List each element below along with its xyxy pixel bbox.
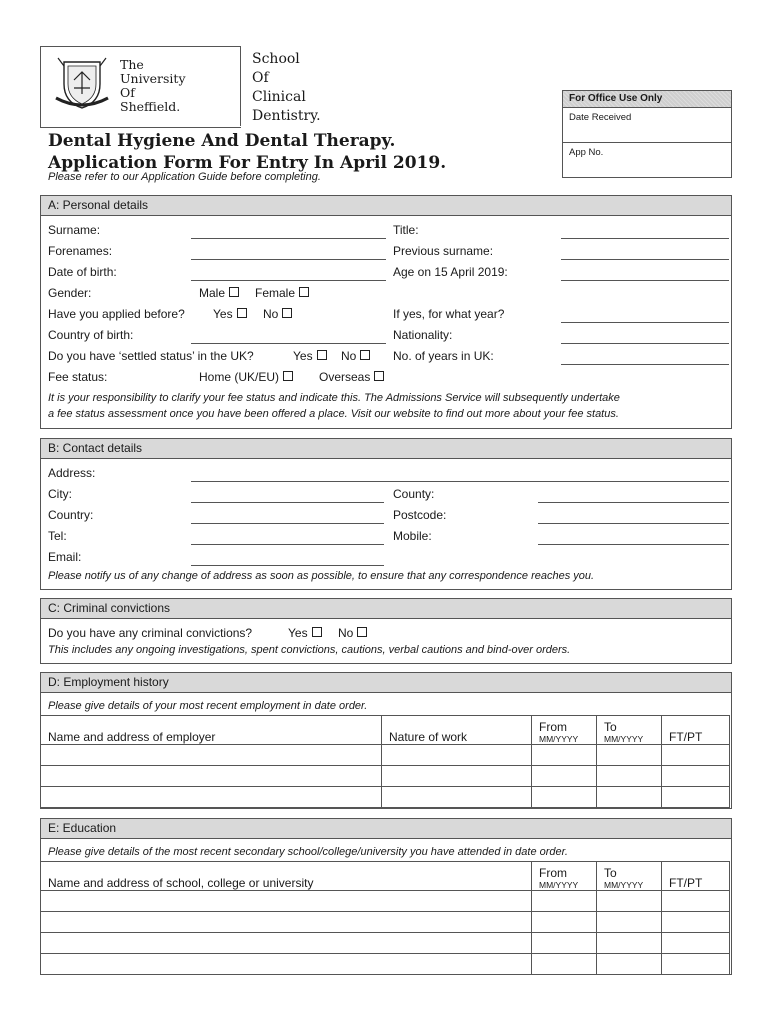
table-cell[interactable] <box>382 745 532 766</box>
header-divider <box>240 46 241 126</box>
table-cell[interactable] <box>41 954 532 975</box>
yes-label: Yes <box>213 307 233 321</box>
employment-table <box>40 715 730 808</box>
university-line: University <box>120 71 186 86</box>
school-line: Dentistry. <box>252 108 321 124</box>
date-format: MM/YYYY <box>604 880 644 890</box>
table-row <box>41 766 730 787</box>
no-label: No <box>263 307 279 321</box>
dob-label: Date of birth: <box>48 265 117 279</box>
office-use-box <box>562 90 732 178</box>
col-from <box>532 862 597 891</box>
table-cell[interactable] <box>662 787 730 808</box>
col-to <box>597 716 662 745</box>
title-label: Title: <box>393 223 419 237</box>
table-cell[interactable] <box>41 745 382 766</box>
city-input[interactable] <box>191 502 384 503</box>
table-cell[interactable] <box>662 954 730 975</box>
previous-surname-label: Previous surname: <box>393 244 494 258</box>
table-cell[interactable] <box>41 912 532 933</box>
date-format: MM/YYYY <box>604 734 644 744</box>
date-format: MM/YYYY <box>539 880 579 890</box>
table-cell[interactable] <box>597 787 662 808</box>
school-line: School <box>252 51 300 67</box>
section-header: B: Contact details <box>41 439 731 459</box>
table-cell[interactable] <box>532 745 597 766</box>
fee-home-option[interactable] <box>199 370 293 384</box>
country-label: Country: <box>48 508 94 522</box>
table-header-row <box>41 862 730 891</box>
table-cell[interactable] <box>532 787 597 808</box>
university-line: The <box>120 57 144 72</box>
convictions-no-option[interactable] <box>338 626 367 640</box>
yes-label: Yes <box>288 626 308 640</box>
male-label: Male <box>199 286 226 300</box>
city-label: City: <box>48 487 72 501</box>
address-input[interactable] <box>191 481 729 482</box>
table-cell[interactable] <box>662 891 730 912</box>
table-cell[interactable] <box>597 891 662 912</box>
table-row <box>41 912 730 933</box>
email-label: Email: <box>48 550 82 564</box>
school-line: Clinical <box>252 89 306 105</box>
table-cell[interactable] <box>597 933 662 954</box>
section-employment-history <box>40 672 732 809</box>
table-cell[interactable] <box>41 933 532 954</box>
postcode-label: Postcode: <box>393 508 447 522</box>
settled-status-label: Do you have ‘settled status’ in the UK? <box>48 349 254 363</box>
table-cell[interactable] <box>382 766 532 787</box>
mobile-input[interactable] <box>538 544 729 545</box>
col-ftpt: FT/PT <box>662 862 730 891</box>
fee-status-note: It is your responsibility to clarify your fee status and indicate this. The Admissions Service will subsequently undertake <box>48 392 620 404</box>
applied-year-input[interactable] <box>561 322 729 323</box>
section-header: C: Criminal convictions <box>41 599 731 619</box>
convictions-question: Do you have any criminal convictions? <box>48 626 253 640</box>
fee-overseas-checkbox[interactable] <box>374 371 384 381</box>
education-table <box>40 861 730 975</box>
table-cell[interactable] <box>532 766 597 787</box>
university-line: Sheffield. <box>120 99 181 114</box>
table-cell[interactable] <box>662 745 730 766</box>
table-cell[interactable] <box>532 891 597 912</box>
fee-status-label: Fee status: <box>48 370 108 384</box>
date-received-field[interactable] <box>563 108 731 142</box>
table-cell[interactable] <box>382 787 532 808</box>
section-criminal-convictions <box>40 598 732 664</box>
to-label: To <box>604 720 617 734</box>
surname-input[interactable] <box>191 238 386 239</box>
col-ftpt: FT/PT <box>662 716 730 745</box>
table-cell[interactable] <box>41 787 382 808</box>
postcode-input[interactable] <box>538 523 729 524</box>
forenames-input[interactable] <box>191 259 386 260</box>
form-title <box>48 130 446 174</box>
years-uk-label: No. of years in UK: <box>393 349 494 363</box>
male-checkbox[interactable] <box>229 287 239 297</box>
section-header: E: Education <box>41 819 731 839</box>
gender-female-option[interactable] <box>255 286 309 300</box>
to-label: To <box>604 866 617 880</box>
fee-home-checkbox[interactable] <box>283 371 293 381</box>
country-birth-input[interactable] <box>191 343 386 344</box>
age-label: Age on 15 April 2019: <box>393 265 508 279</box>
applied-yes-checkbox[interactable] <box>237 308 247 318</box>
section-header: D: Employment history <box>41 673 731 693</box>
table-cell[interactable] <box>597 745 662 766</box>
table-cell[interactable] <box>597 954 662 975</box>
email-input[interactable] <box>191 565 384 566</box>
from-label: From <box>539 866 567 880</box>
app-no-field[interactable] <box>563 142 731 176</box>
settled-no-checkbox[interactable] <box>360 350 370 360</box>
section-personal-details <box>40 195 732 429</box>
tel-label: Tel: <box>48 529 67 543</box>
convictions-yes-option[interactable] <box>288 626 322 640</box>
gender-male-option[interactable] <box>199 286 239 300</box>
form-title-line2: Application Form For Entry In April 2019. <box>48 153 447 173</box>
convictions-no-checkbox[interactable] <box>357 627 367 637</box>
table-cell[interactable] <box>662 933 730 954</box>
date-received-label: Date Received <box>569 112 632 123</box>
col-school: Name and address of school, college or university <box>41 862 532 891</box>
years-uk-input[interactable] <box>561 364 729 365</box>
applied-yes-option[interactable] <box>213 307 247 321</box>
dob-input[interactable] <box>191 280 386 281</box>
app-no-label: App No. <box>569 147 604 158</box>
table-cell[interactable] <box>662 912 730 933</box>
no-label: No <box>338 626 354 640</box>
no-label: No <box>341 349 357 363</box>
table-row <box>41 891 730 912</box>
female-checkbox[interactable] <box>299 287 309 297</box>
convictions-note: This includes any ongoing investigations, spent convictions, cautions, verbal cautions and bind-over orders. <box>48 644 571 656</box>
overseas-label: Overseas <box>319 370 371 384</box>
col-to <box>597 862 662 891</box>
university-name <box>120 58 186 114</box>
surname-label: Surname: <box>48 223 101 237</box>
table-cell[interactable] <box>597 766 662 787</box>
gender-label: Gender: <box>48 286 92 300</box>
table-cell[interactable] <box>597 912 662 933</box>
settled-no-option[interactable] <box>341 349 370 363</box>
university-line: Of <box>120 85 135 100</box>
form-title-line1: Dental Hygiene And Dental Therapy. <box>48 131 396 151</box>
from-label: From <box>539 720 567 734</box>
age-input[interactable] <box>561 280 729 281</box>
school-name <box>252 50 321 126</box>
nationality-label: Nationality: <box>393 328 453 342</box>
tel-input[interactable] <box>191 544 384 545</box>
table-cell[interactable] <box>532 912 597 933</box>
female-label: Female <box>255 286 296 300</box>
settled-yes-checkbox[interactable] <box>317 350 327 360</box>
table-header-row <box>41 716 730 745</box>
convictions-yes-checkbox[interactable] <box>312 627 322 637</box>
table-cell[interactable] <box>662 766 730 787</box>
col-employer: Name and address of employer <box>41 716 382 745</box>
previous-surname-input[interactable] <box>561 259 729 260</box>
school-line: Of <box>252 70 269 86</box>
table-row <box>41 787 730 808</box>
section-header: A: Personal details <box>41 196 731 216</box>
table-cell[interactable] <box>532 954 597 975</box>
table-row <box>41 954 730 975</box>
col-from <box>532 716 597 745</box>
education-note: Please give details of the most recent secondary school/college/university you have attended in date order. <box>48 846 568 858</box>
table-cell[interactable] <box>41 766 382 787</box>
section-contact-details <box>40 438 732 590</box>
forenames-label: Forenames: <box>48 244 113 258</box>
title-input[interactable] <box>561 238 729 239</box>
if-yes-label: If yes, for what year? <box>393 307 505 321</box>
country-input[interactable] <box>191 523 384 524</box>
col-nature: Nature of work <box>382 716 532 745</box>
office-use-title: For Office Use Only <box>563 91 731 108</box>
applied-no-option[interactable] <box>263 307 292 321</box>
table-cell[interactable] <box>532 933 597 954</box>
applied-no-checkbox[interactable] <box>282 308 292 318</box>
form-instruction: Please refer to our Application Guide before completing. <box>48 171 321 183</box>
nationality-input[interactable] <box>561 343 729 344</box>
country-birth-label: Country of birth: <box>48 328 134 342</box>
applied-before-label: Have you applied before? <box>48 307 185 321</box>
county-input[interactable] <box>538 502 729 503</box>
university-crest-icon <box>52 54 112 114</box>
table-cell[interactable] <box>41 891 532 912</box>
fee-overseas-option[interactable] <box>319 370 384 384</box>
date-format: MM/YYYY <box>539 734 579 744</box>
section-education <box>40 818 732 975</box>
fee-status-note: a fee status assessment once you have been offered a place. Visit our website to find out more about your fee status. <box>48 408 619 420</box>
yes-label: Yes <box>293 349 313 363</box>
mobile-label: Mobile: <box>393 529 432 543</box>
table-row <box>41 745 730 766</box>
county-label: County: <box>393 487 435 501</box>
address-change-note: Please notify us of any change of address as soon as possible, to ensure that any correspondence reaches you. <box>48 570 595 582</box>
address-label: Address: <box>48 466 96 480</box>
settled-yes-option[interactable] <box>293 349 327 363</box>
employment-note: Please give details of your most recent employment in date order. <box>48 700 368 712</box>
home-label: Home (UK/EU) <box>199 370 280 384</box>
table-row <box>41 933 730 954</box>
